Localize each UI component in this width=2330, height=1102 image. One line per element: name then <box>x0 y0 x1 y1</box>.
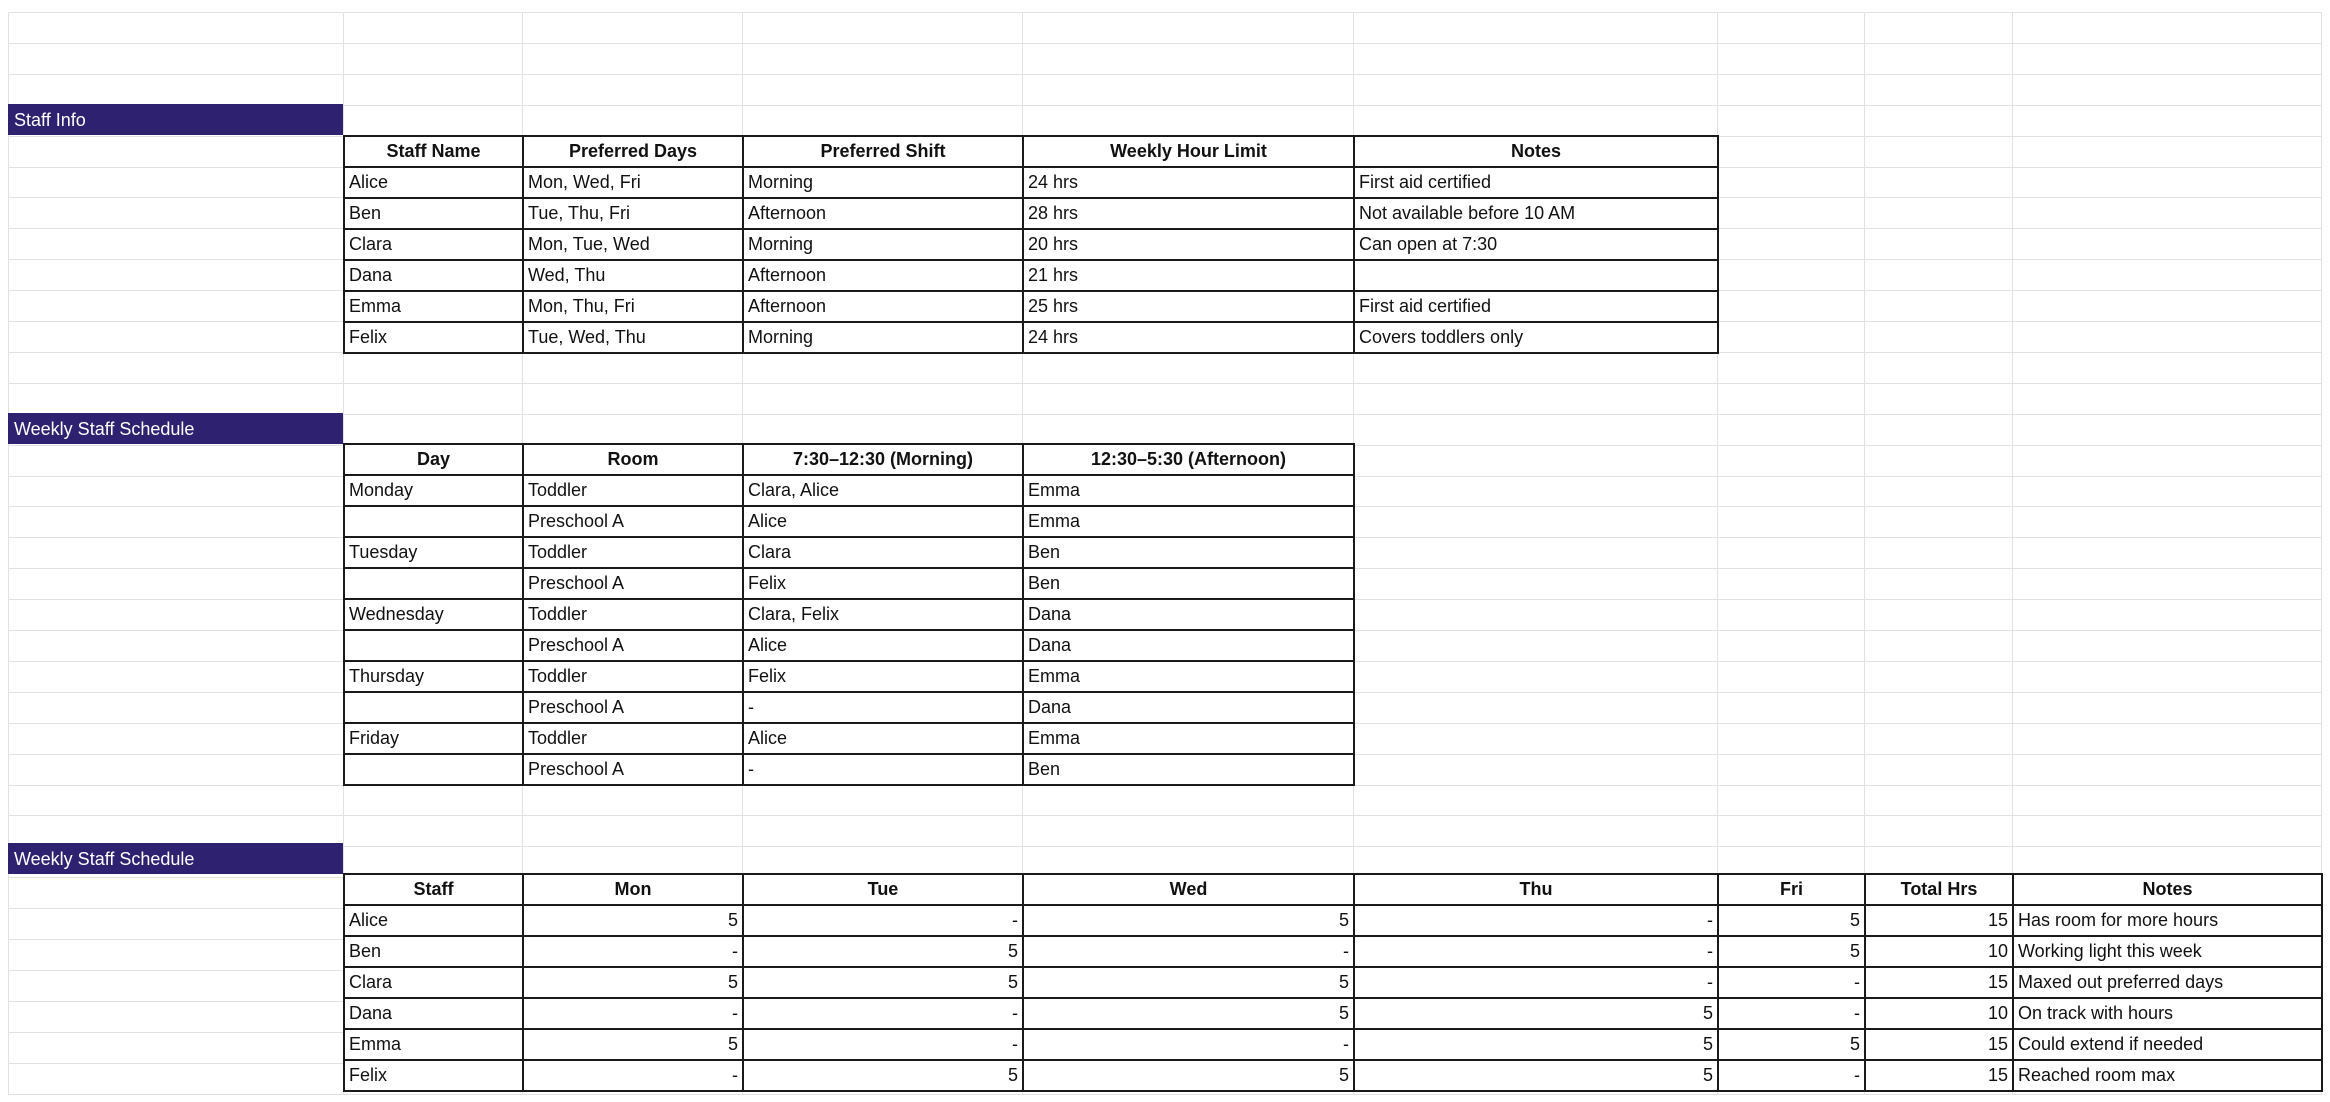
cell-tue-hours[interactable]: - <box>743 998 1023 1029</box>
cell-fri-hours[interactable]: - <box>1718 967 1865 998</box>
cell-wed-hours[interactable]: - <box>1023 1029 1354 1060</box>
cell-room[interactable]: Preschool A <box>523 568 743 599</box>
cell-notes[interactable]: Working light this week <box>2013 936 2322 967</box>
cell-room[interactable]: Toddler <box>523 661 743 692</box>
cell-staff[interactable]: Alice <box>344 905 523 936</box>
hours-schedule-table <box>343 873 2323 1092</box>
cell-day[interactable] <box>344 630 523 661</box>
cell-staff-name[interactable]: Alice <box>344 167 523 198</box>
cell-tue-hours[interactable]: 5 <box>743 967 1023 998</box>
header-tue[interactable]: Tue <box>743 874 1023 905</box>
header-mon[interactable]: Mon <box>523 874 743 905</box>
cell-day[interactable]: Monday <box>344 475 523 506</box>
cell-total-hours[interactable]: 10 <box>1865 936 2013 967</box>
table-row <box>344 905 2322 936</box>
cell-morning-staff[interactable]: Alice <box>743 506 1023 537</box>
cell-morning-staff[interactable]: Alice <box>743 630 1023 661</box>
cell-staff-name[interactable]: Felix <box>344 322 523 353</box>
cell-afternoon-staff[interactable]: Emma <box>1023 661 1354 692</box>
cell-morning-staff[interactable]: Clara, Alice <box>743 475 1023 506</box>
cell-afternoon-staff[interactable]: Emma <box>1023 506 1354 537</box>
header-fri[interactable]: Fri <box>1718 874 1865 905</box>
table-row <box>344 723 1354 754</box>
cell-weekly-hour-limit[interactable]: 28 hrs <box>1023 198 1354 229</box>
cell-morning-staff[interactable]: Felix <box>743 568 1023 599</box>
cell-thu-hours[interactable]: - <box>1354 967 1718 998</box>
cell-room[interactable]: Toddler <box>523 599 743 630</box>
cell-staff-name[interactable]: Ben <box>344 198 523 229</box>
header-weekly-hour-limit[interactable]: Weekly Hour Limit <box>1023 136 1354 167</box>
header-thu[interactable]: Thu <box>1354 874 1718 905</box>
cell-afternoon-staff[interactable]: Ben <box>1023 537 1354 568</box>
table-row <box>344 167 1718 198</box>
gridline <box>8 1094 2322 1095</box>
header-notes[interactable]: Notes <box>2013 874 2322 905</box>
header-preferred-days[interactable]: Preferred Days <box>523 136 743 167</box>
cell-notes[interactable]: On track with hours <box>2013 998 2322 1029</box>
header-staff-name[interactable]: Staff Name <box>344 136 523 167</box>
table-row <box>344 291 1718 322</box>
cell-day[interactable] <box>344 692 523 723</box>
table-header-row <box>344 874 2322 905</box>
cell-staff-name[interactable]: Emma <box>344 291 523 322</box>
cell-staff[interactable]: Clara <box>344 967 523 998</box>
header-wed[interactable]: Wed <box>1023 874 1354 905</box>
cell-afternoon-staff[interactable]: Dana <box>1023 630 1354 661</box>
table-row <box>344 936 2322 967</box>
cell-tue-hours[interactable]: - <box>743 1029 1023 1060</box>
header-morning-shift[interactable]: 7:30–12:30 (Morning) <box>743 444 1023 475</box>
cell-day[interactable]: Tuesday <box>344 537 523 568</box>
cell-preferred-shift[interactable]: Afternoon <box>743 291 1023 322</box>
cell-preferred-days[interactable]: Tue, Wed, Thu <box>523 322 743 353</box>
header-afternoon-shift[interactable]: 12:30–5:30 (Afternoon) <box>1023 444 1354 475</box>
header-preferred-shift[interactable]: Preferred Shift <box>743 136 1023 167</box>
gridline <box>8 43 2322 44</box>
cell-notes[interactable]: Covers toddlers only <box>1354 322 1718 353</box>
gridline <box>8 383 2322 384</box>
gridline <box>8 12 2322 13</box>
gridline <box>8 815 2322 816</box>
cell-afternoon-staff[interactable]: Dana <box>1023 692 1354 723</box>
table-row <box>344 229 1718 260</box>
hours-schedule-section-label[interactable]: Weekly Staff Schedule <box>8 843 343 874</box>
table-row <box>344 967 2322 998</box>
cell-weekly-hour-limit[interactable]: 21 hrs <box>1023 260 1354 291</box>
room-schedule-table <box>343 443 1355 786</box>
cell-preferred-shift[interactable]: Morning <box>743 229 1023 260</box>
cell-wed-hours[interactable]: - <box>1023 936 1354 967</box>
cell-preferred-days[interactable]: Mon, Wed, Fri <box>523 167 743 198</box>
header-staff[interactable]: Staff <box>344 874 523 905</box>
cell-mon-hours[interactable]: - <box>523 998 743 1029</box>
cell-mon-hours[interactable]: 5 <box>523 1029 743 1060</box>
cell-day[interactable] <box>344 754 523 785</box>
cell-notes[interactable]: Could extend if needed <box>2013 1029 2322 1060</box>
table-row <box>344 322 1718 353</box>
cell-notes[interactable]: Has room for more hours <box>2013 905 2322 936</box>
header-room[interactable]: Room <box>523 444 743 475</box>
cell-staff-name[interactable]: Clara <box>344 229 523 260</box>
cell-notes[interactable] <box>1354 260 1718 291</box>
cell-morning-staff[interactable]: - <box>743 692 1023 723</box>
table-header-row <box>344 444 1354 475</box>
cell-preferred-shift[interactable]: Morning <box>743 322 1023 353</box>
table-row <box>344 630 1354 661</box>
cell-staff[interactable]: Dana <box>344 998 523 1029</box>
cell-thu-hours[interactable]: - <box>1354 905 1718 936</box>
cell-weekly-hour-limit[interactable]: 24 hrs <box>1023 167 1354 198</box>
cell-notes[interactable]: Can open at 7:30 <box>1354 229 1718 260</box>
cell-wed-hours[interactable]: 5 <box>1023 967 1354 998</box>
cell-weekly-hour-limit[interactable]: 25 hrs <box>1023 291 1354 322</box>
cell-fri-hours[interactable]: - <box>1718 1060 1865 1091</box>
cell-preferred-shift[interactable]: Afternoon <box>743 198 1023 229</box>
table-row <box>344 1060 2322 1091</box>
cell-preferred-days[interactable]: Wed, Thu <box>523 260 743 291</box>
cell-total-hours[interactable]: 15 <box>1865 905 2013 936</box>
cell-preferred-days[interactable]: Mon, Tue, Wed <box>523 229 743 260</box>
cell-preferred-days[interactable]: Tue, Thu, Fri <box>523 198 743 229</box>
cell-tue-hours[interactable]: 5 <box>743 1060 1023 1091</box>
cell-morning-staff[interactable]: Clara, Felix <box>743 599 1023 630</box>
cell-room[interactable]: Toddler <box>523 537 743 568</box>
cell-notes[interactable]: Reached room max <box>2013 1060 2322 1091</box>
cell-mon-hours[interactable]: - <box>523 936 743 967</box>
table-row <box>344 599 1354 630</box>
cell-staff[interactable]: Ben <box>344 936 523 967</box>
cell-notes[interactable]: First aid certified <box>1354 291 1718 322</box>
room-schedule-section-label[interactable]: Weekly Staff Schedule <box>8 413 343 444</box>
cell-notes[interactable]: First aid certified <box>1354 167 1718 198</box>
cell-tue-hours[interactable]: - <box>743 905 1023 936</box>
table-row <box>344 260 1718 291</box>
cell-preferred-shift[interactable]: Afternoon <box>743 260 1023 291</box>
cell-afternoon-staff[interactable]: Emma <box>1023 475 1354 506</box>
staff-info-table <box>343 135 1719 354</box>
table-row <box>344 692 1354 723</box>
cell-wed-hours[interactable]: 5 <box>1023 905 1354 936</box>
header-total-hrs[interactable]: Total Hrs <box>1865 874 2013 905</box>
cell-total-hours[interactable]: 10 <box>1865 998 2013 1029</box>
cell-tue-hours[interactable]: 5 <box>743 936 1023 967</box>
gridline <box>8 12 9 1094</box>
cell-day[interactable]: Thursday <box>344 661 523 692</box>
gridline <box>8 414 2322 415</box>
cell-staff-name[interactable]: Dana <box>344 260 523 291</box>
cell-room[interactable]: Preschool A <box>523 692 743 723</box>
cell-afternoon-staff[interactable]: Emma <box>1023 723 1354 754</box>
cell-room[interactable]: Preschool A <box>523 630 743 661</box>
cell-day[interactable]: Friday <box>344 723 523 754</box>
cell-staff[interactable]: Emma <box>344 1029 523 1060</box>
cell-wed-hours[interactable]: 5 <box>1023 1060 1354 1091</box>
cell-total-hours[interactable]: 15 <box>1865 1029 2013 1060</box>
table-row <box>344 1029 2322 1060</box>
cell-room[interactable]: Preschool A <box>523 506 743 537</box>
cell-fri-hours[interactable]: 5 <box>1718 1029 1865 1060</box>
cell-mon-hours[interactable]: 5 <box>523 905 743 936</box>
cell-preferred-shift[interactable]: Morning <box>743 167 1023 198</box>
gridline <box>8 105 2322 106</box>
cell-notes[interactable]: Not available before 10 AM <box>1354 198 1718 229</box>
table-row <box>344 568 1354 599</box>
table-row <box>344 537 1354 568</box>
cell-day[interactable]: Wednesday <box>344 599 523 630</box>
cell-total-hours[interactable]: 15 <box>1865 967 2013 998</box>
cell-weekly-hour-limit[interactable]: 20 hrs <box>1023 229 1354 260</box>
cell-fri-hours[interactable]: 5 <box>1718 905 1865 936</box>
cell-room[interactable]: Preschool A <box>523 754 743 785</box>
cell-thu-hours[interactable]: 5 <box>1354 1060 1718 1091</box>
table-row <box>344 475 1354 506</box>
cell-fri-hours[interactable]: - <box>1718 998 1865 1029</box>
cell-total-hours[interactable]: 15 <box>1865 1060 2013 1091</box>
cell-thu-hours[interactable]: - <box>1354 936 1718 967</box>
cell-morning-staff[interactable]: Clara <box>743 537 1023 568</box>
cell-morning-staff[interactable]: - <box>743 754 1023 785</box>
cell-morning-staff[interactable]: Alice <box>743 723 1023 754</box>
table-row <box>344 198 1718 229</box>
cell-mon-hours[interactable]: 5 <box>523 967 743 998</box>
gridline <box>8 846 2322 847</box>
cell-wed-hours[interactable]: 5 <box>1023 998 1354 1029</box>
staff-info-section-label[interactable]: Staff Info <box>8 104 343 135</box>
cell-thu-hours[interactable]: 5 <box>1354 998 1718 1029</box>
header-day[interactable]: Day <box>344 444 523 475</box>
table-row <box>344 754 1354 785</box>
table-row <box>344 661 1354 692</box>
table-row <box>344 998 2322 1029</box>
header-notes[interactable]: Notes <box>1354 136 1718 167</box>
cell-room[interactable]: Toddler <box>523 475 743 506</box>
cell-thu-hours[interactable]: 5 <box>1354 1029 1718 1060</box>
cell-mon-hours[interactable]: - <box>523 1060 743 1091</box>
cell-fri-hours[interactable]: 5 <box>1718 936 1865 967</box>
cell-day[interactable] <box>344 568 523 599</box>
cell-afternoon-staff[interactable]: Dana <box>1023 599 1354 630</box>
cell-afternoon-staff[interactable]: Ben <box>1023 568 1354 599</box>
cell-staff[interactable]: Felix <box>344 1060 523 1091</box>
table-header-row <box>344 136 1718 167</box>
cell-weekly-hour-limit[interactable]: 24 hrs <box>1023 322 1354 353</box>
cell-preferred-days[interactable]: Mon, Thu, Fri <box>523 291 743 322</box>
cell-afternoon-staff[interactable]: Ben <box>1023 754 1354 785</box>
table-row <box>344 506 1354 537</box>
gridline <box>8 74 2322 75</box>
cell-morning-staff[interactable]: Felix <box>743 661 1023 692</box>
cell-notes[interactable]: Maxed out preferred days <box>2013 967 2322 998</box>
cell-room[interactable]: Toddler <box>523 723 743 754</box>
cell-day[interactable] <box>344 506 523 537</box>
